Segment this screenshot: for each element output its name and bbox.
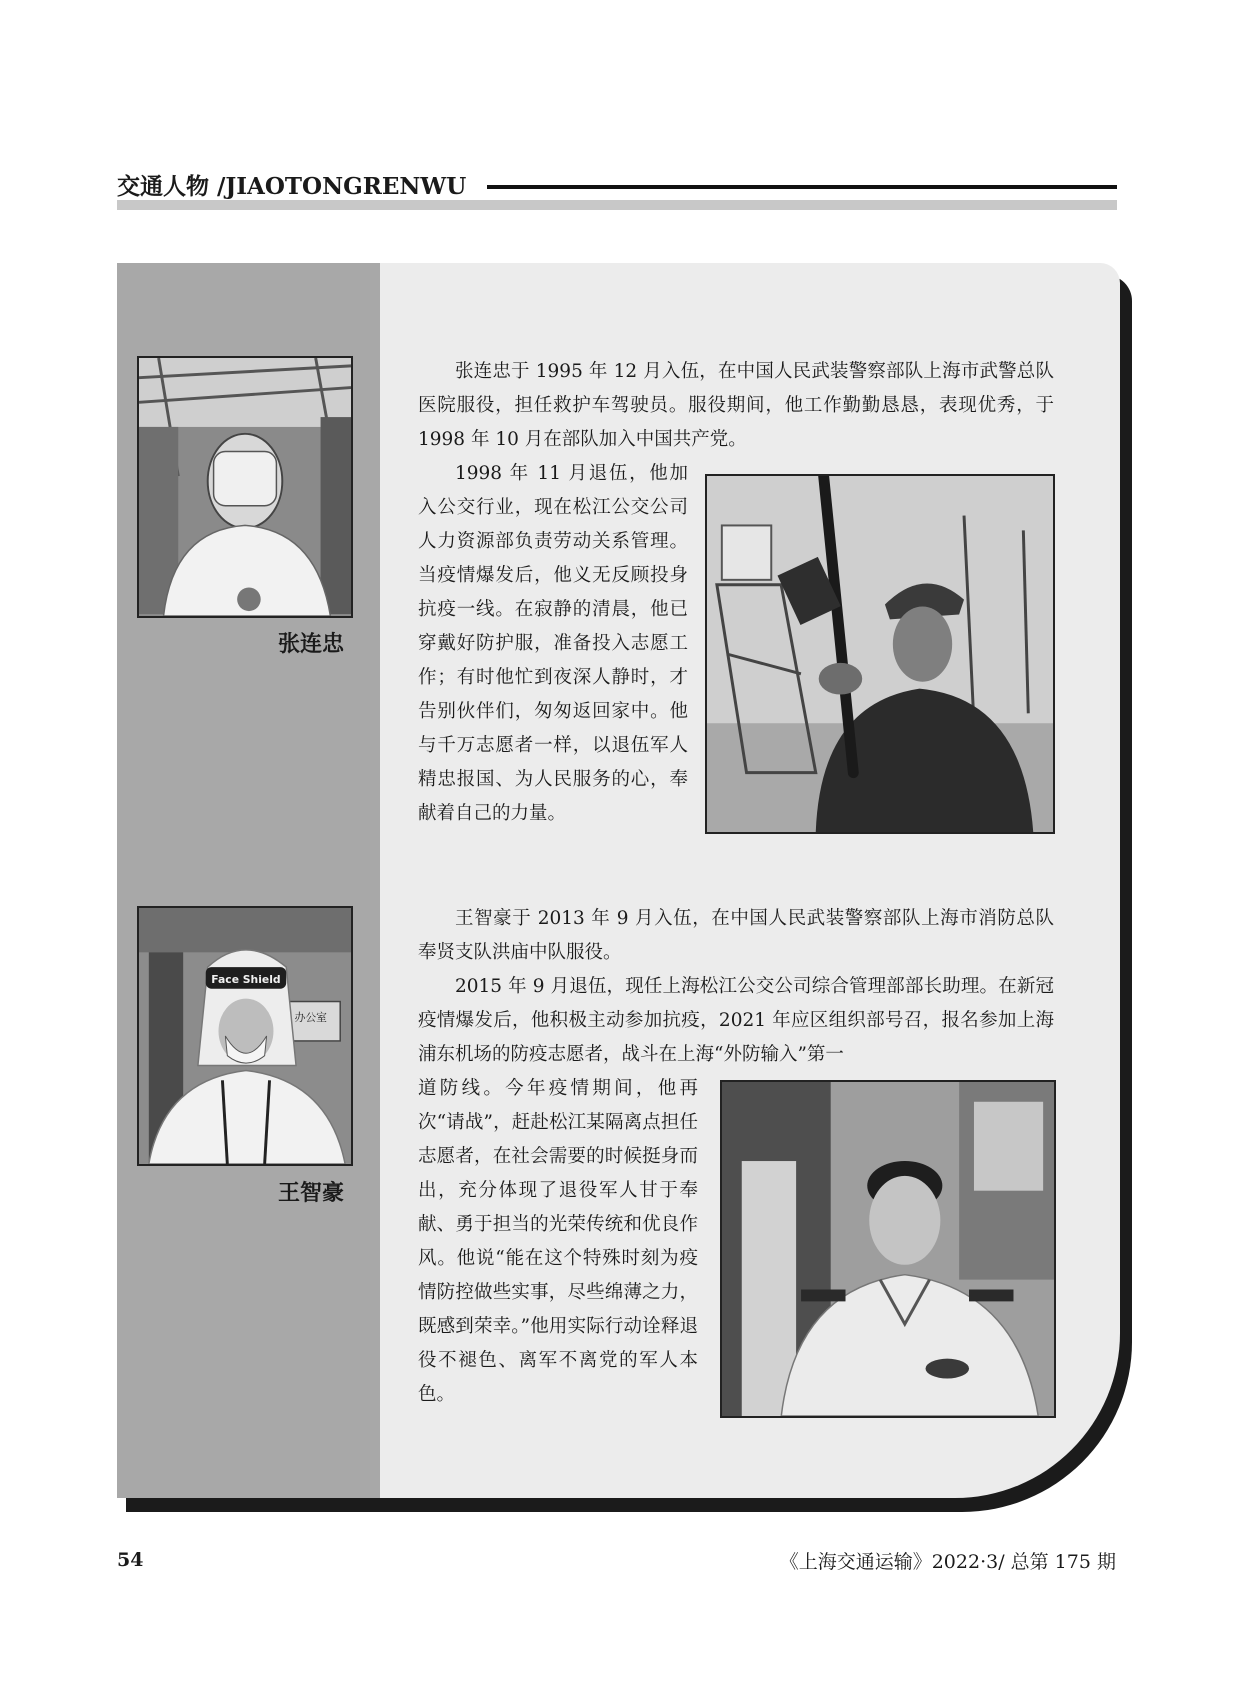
journal-citation: 《上海交通运输》2022·3/ 总第 175 期 xyxy=(779,1551,1116,1573)
photo-zhang-lianzhong-soldier xyxy=(705,474,1055,834)
person2-paragraph-3: 道防线。今年疫情期间，他再次“请战”，赶赴松江某隔离点担任志愿者，在社会需要的时候挺身而出，充分体现了退役军人甘于奉献、勇于担当的光荣传统和优良作风。他说“能在这个特殊时刻为疫情防控做些实事，尽些绵薄之力，既感到荣幸。”他用实际行动诠释退役不褪色、离军不离党的军人本色。 xyxy=(418,1078,698,1405)
office-sign-text: 办公室 xyxy=(294,1011,327,1025)
person2-paragraph-1: 王智豪于 2013 年 9 月入伍，在中国人民武装警察部队上海市消防总队奉贤支队洪庙中队服役。 xyxy=(418,908,1054,963)
soldier-image xyxy=(707,476,1053,832)
caption-wang-zhihao: 王智豪 xyxy=(278,1181,345,1206)
portrait-image xyxy=(139,358,351,616)
person2-paragraph-2: 2015 年 9 月退伍，现任上海松江公交公司综合管理部部长助理。在新冠疫情爆发后，他积极主动参加抗疫，2021 年应区组织部号召，报名参加上海浦东机场的防疫志愿者，战斗在上海“外防输入”第一 xyxy=(418,976,1054,1065)
header-rule xyxy=(487,185,1117,189)
header-band xyxy=(117,200,1117,210)
portrait-image xyxy=(139,908,351,1164)
person1-paragraph-1: 张连忠于 1995 年 12 月入伍，在中国人民武装警察部队上海市武警总队医院服役，担任救护车驾驶员。服役期间，他工作勤勤恳恳，表现优秀，于 1998 年 10 月在部队加入中国共产党。 xyxy=(418,361,1054,450)
portrait-zhang-lianzhong xyxy=(137,356,353,618)
page-number: 54 xyxy=(117,1549,144,1571)
photo-wang-zhihao-uniform xyxy=(720,1080,1056,1418)
section-title: 交通人物 /JIAOTONGRENWU xyxy=(117,173,467,200)
caption-zhang-lianzhong: 张连忠 xyxy=(278,632,345,657)
person1-paragraph-2: 1998 年 11 月退伍，他加入公交行业，现在松江公交公司人力资源部负责劳动关系管理。当疫情爆发后，他义无反顾投身抗疫一线。在寂静的清晨，他已穿戴好防护服，准备投入志愿工作；有时他忙到夜深人静时，才告别伙伴们，匆匆返回家中。他与千万志愿者一样，以退伍军人精忠报国、为人民服务的心，奉献着自己的力量。 xyxy=(418,463,688,824)
face-shield-text: Face Shield xyxy=(211,972,281,986)
uniform-image xyxy=(722,1082,1054,1416)
portrait-wang-zhihao xyxy=(137,906,353,1166)
